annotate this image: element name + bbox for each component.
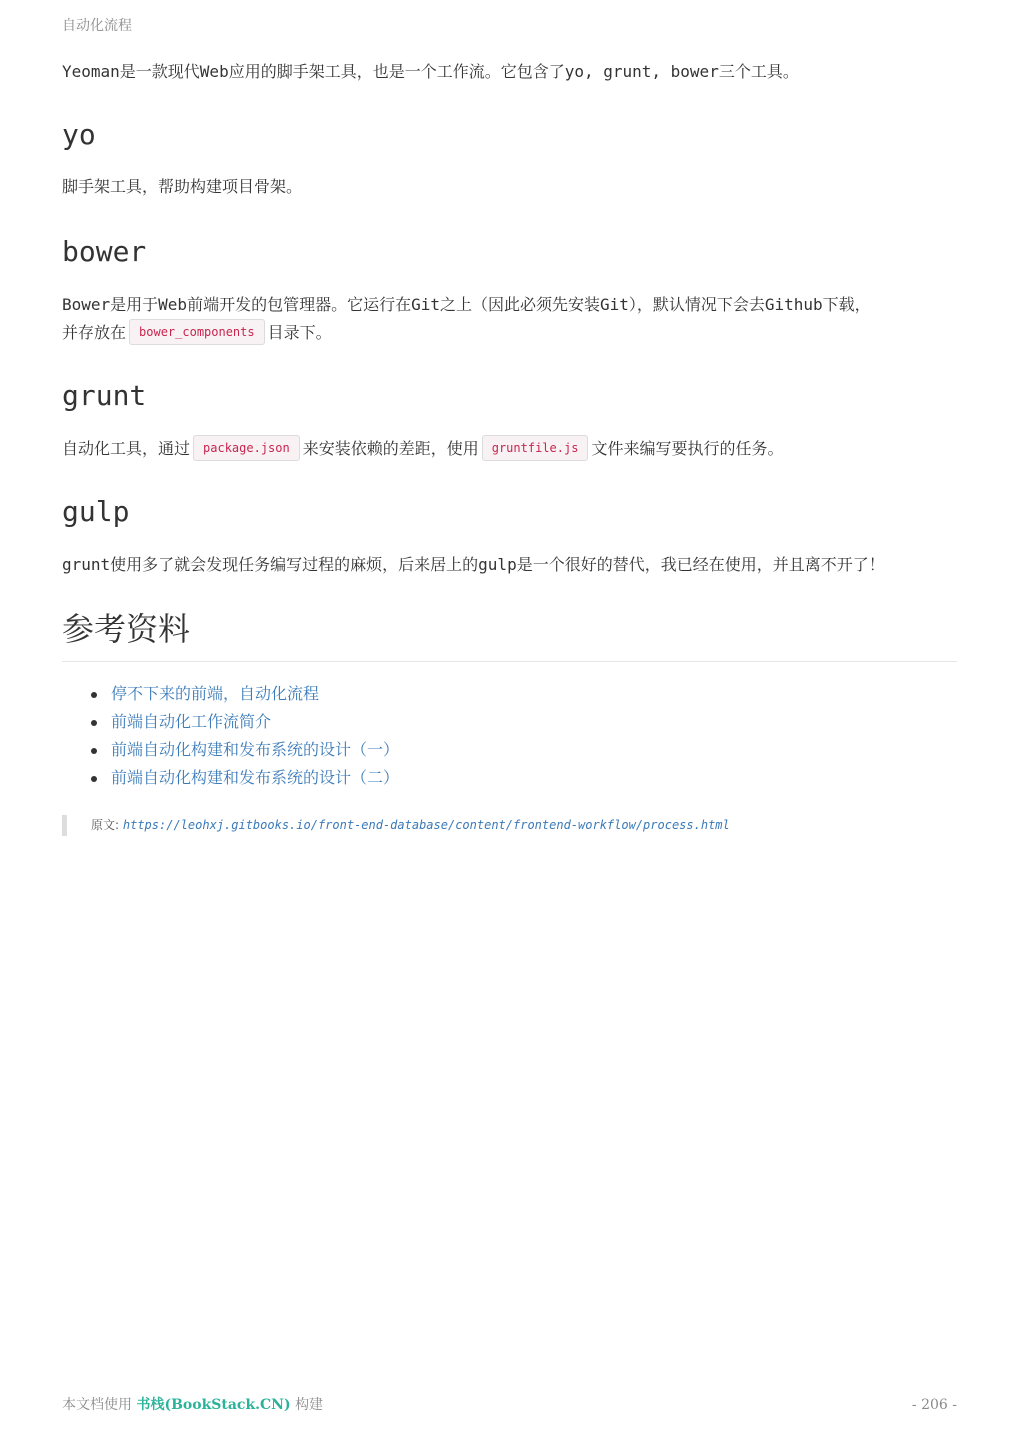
references-heading: 参考资料 [62, 610, 191, 648]
bower-text-suffix: 目录下。 [267, 323, 332, 342]
intro-text: Yeoman是一款现代Web应用的脚手架工具，也是一个工作流。它包含了yo, grunt, bower三个工具。 [62, 62, 799, 81]
bower-text-line1: Bower是用于Web前端开发的包管理器。它运行在Git之上（因此必须先安装Git），默认情况下会去Github下载， [62, 295, 871, 314]
footer-prefix: 本文档使用 [62, 1397, 132, 1413]
gulp-paragraph [62, 551, 957, 579]
package-json-code: package.json [193, 435, 300, 461]
reference-item [62, 680, 399, 708]
reference-item [62, 708, 399, 736]
grunt-paragraph [62, 435, 957, 463]
references-divider [62, 661, 957, 662]
heading-yo: yo [62, 118, 96, 151]
gruntfile-js-code: gruntfile.js [482, 435, 589, 461]
references-list [62, 680, 399, 792]
source-blockquote [62, 815, 730, 836]
reference-item [62, 736, 399, 764]
grunt-text-prefix: 自动化工具，通过 [62, 439, 191, 458]
yo-text: 脚手架工具，帮助构建项目骨架。 [62, 177, 303, 196]
reference-link-3[interactable]: 前端自动化构建和发布系统的设计（一） [111, 740, 400, 759]
reference-link-4[interactable]: 前端自动化构建和发布系统的设计（二） [111, 768, 400, 787]
bower-text-prefix: 并存放在 [62, 323, 127, 342]
bullet-icon [91, 748, 97, 754]
heading-gulp: gulp [62, 495, 130, 528]
bullet-icon [91, 776, 97, 782]
grunt-text-middle: 来安装依赖的差距，使用 [302, 439, 479, 458]
footer-suffix: 构建 [295, 1397, 324, 1413]
bower-paragraph [62, 291, 957, 347]
reference-link-2[interactable]: 前端自动化工作流简介 [111, 712, 272, 731]
page-number: - 206 - [911, 1397, 957, 1413]
running-header: 自动化流程 [62, 18, 132, 34]
bullet-icon [91, 720, 97, 726]
reference-item [62, 764, 399, 792]
heading-grunt: grunt [62, 379, 147, 412]
gulp-text: grunt使用多了就会发现任务编写过程的麻烦，后来居上的gulp是一个很好的替代，我已经在使用，并且离不开了！ [62, 555, 885, 574]
grunt-text-suffix: 文件来编写要执行的任务。 [591, 439, 784, 458]
bullet-icon [91, 692, 97, 698]
reference-link-1[interactable]: 停不下来的前端，自动化流程 [111, 684, 320, 703]
intro-paragraph [62, 58, 957, 86]
bower-components-code: bower_components [129, 319, 265, 345]
source-prefix: 原文: [91, 818, 120, 832]
source-link[interactable]: https://leohxj.gitbooks.io/front-end-database/content/frontend-workflow/process.html [122, 818, 730, 832]
footer-credit [62, 1395, 323, 1415]
bookstack-link[interactable]: 书栈(BookStack.CN) [136, 1397, 291, 1413]
heading-bower: bower [62, 235, 147, 268]
yo-paragraph [62, 173, 957, 201]
